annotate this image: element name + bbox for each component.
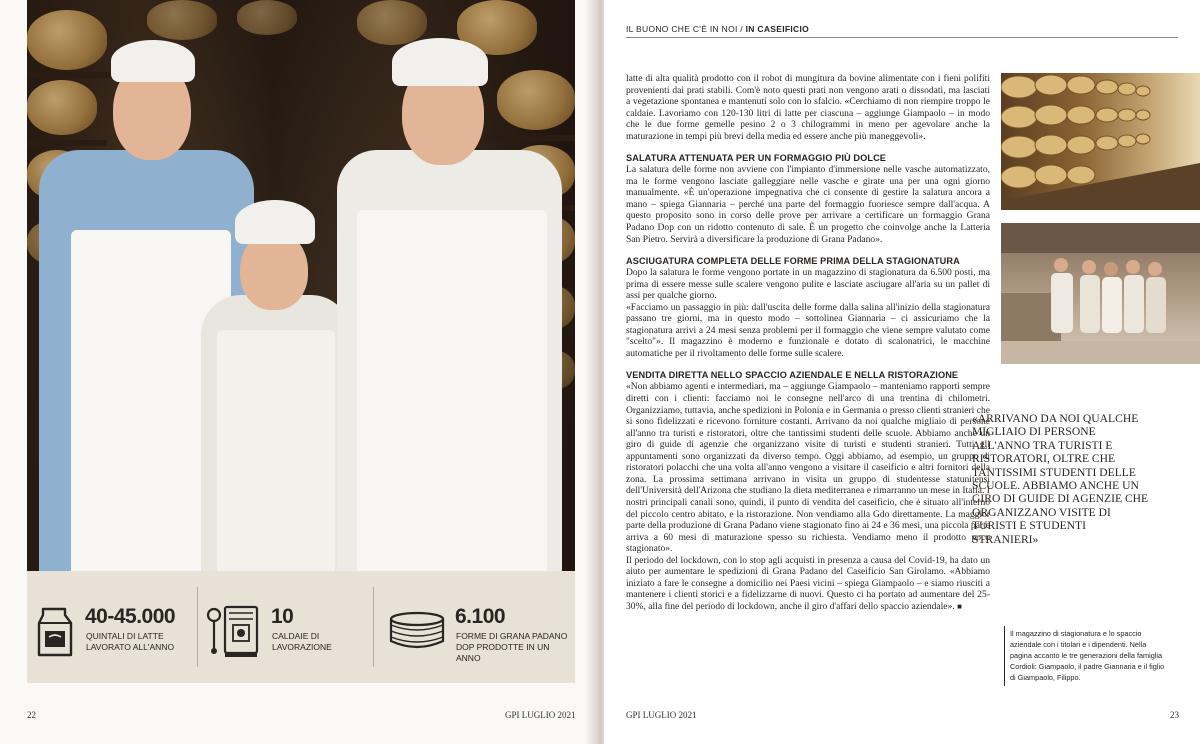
aging-room-illustration: [1001, 73, 1200, 210]
publication-folio: GPI LUGLIO 2021: [505, 710, 576, 720]
caption-rule: [1004, 626, 1005, 686]
right-page: [604, 0, 1200, 744]
subheading: VENDITA DIRETTA NELLO SPACCIO AZIENDALE E NELLA RISTORAZIONE: [626, 370, 959, 381]
article-body: [626, 73, 990, 612]
publication-folio: GPI LUGLIO 2021: [626, 710, 697, 720]
stat-label: QUINTALI DI LATTE LAVORATO ALL'ANNO: [86, 631, 175, 652]
paragraph: «Facciamo un passaggio in più: dall'uscita delle forme dalla salina all'inizio della stagionatura passano tre giorni, ma in questo modo – sottolinea Giannaria – ci assicuriamo che la stagionatura arrivi a 24 mesi senza problemi per il formaggio che viene sempre valutato come "scelto"». Il magazzino è moderno e funzionale e dotato di scalonatrici, le macchine automatiche per il rivoltamento delle forme sulle scalere.: [626, 301, 990, 359]
subheading: ASCIUGATURA COMPLETA DELLE FORME PRIMA DELLA STAGIONATURA: [626, 256, 960, 267]
subheading: SALATURA ATTENUATA PER UN FORMAGGIO PIÙ DOLCE: [626, 153, 887, 164]
stat-vats: [203, 571, 373, 683]
running-head: [626, 24, 809, 34]
shop-staff-photo: [1001, 223, 1200, 364]
left-page: [0, 0, 596, 744]
stat-wheels: [373, 571, 575, 683]
cheese-wheel-icon: [389, 611, 445, 649]
cheese-vat-icon: [205, 605, 261, 659]
stat-divider: [197, 587, 198, 667]
section-label: IL BUONO CHE C'È IN NOI /: [626, 24, 746, 34]
aging-room-photo: [1001, 73, 1200, 210]
subsection-label: IN CASEIFICIO: [745, 24, 810, 34]
stat-number: 6.100: [455, 605, 506, 628]
header-rule: [626, 37, 1178, 38]
stat-number: 40-45.000: [85, 605, 176, 628]
milk-carton-icon: [37, 607, 73, 657]
paragraph: [626, 555, 990, 613]
stat-milk: [27, 571, 203, 683]
shop-staff-illustration: [1001, 223, 1200, 364]
family-photo: [27, 0, 575, 571]
page-number: 22: [27, 710, 36, 720]
stat-label: CALDAIE DI LAVORAZIONE: [272, 631, 332, 652]
paragraph: Dopo la salatura le forme vengono portate in un magazzino di stagionatura da 6.500 posti, ma prima di essere messe sulle scalere vengono pulite e lasciate asciugare all'aria su un pallet di assi per qualche giorno.: [626, 267, 990, 302]
photo-caption: Il magazzino di stagionatura e lo spaccio aziendale con i titolari e i dipendenti. Nella pagina accanto le tre generazioni della famiglia Cordioli: Giampaolo, il padre Giannaria e il figlio di Giampaolo, Filippo.: [1010, 629, 1165, 682]
stat-number: 10: [271, 605, 294, 628]
stat-label: FORME DI GRANA PADANO DOP PRODOTTE IN UN ANNO: [456, 631, 568, 663]
stats-band: [27, 571, 575, 683]
page-number: 23: [1170, 710, 1179, 720]
paragraph: «Non abbiamo agenti e intermediari, ma – aggiunge Giampaolo – manteniamo rapporti sempre diretti con i clienti: facciamo noi le consegne nell'arco di una trentina di chilometri. Organizziamo, tuttavia, anche spedizioni in Polonia e in Germania o presso clienti stranieri che si sono fidelizzati e ricevono forniture costanti. Arrivano da noi qualche migliaio di persone all'anno tra turisti e ristoratori, oltre che tantissimi studenti delle scuole. Abbiamo anche un giro di guide di agenzie che organizzano visite di turisti e studenti stranieri. Tutti gli appuntamenti sono organizzati da diverso tempo. Oggi abbiamo, ad esempio, un gruppo di ristoratori polacchi che una volta all'anno vengono a visitare il caseificio e altri fornitori della zona. La prossima settimana arrivano in visita un gruppo di studentesse statunitensi dell'Università dell'Arizona che studiano la dieta mediterranea e rimarranno un mese in Italia. I nostri principali canali sono, quindi, il punto di vendita del caseificio, che è situato all'interno del piccolo centro abitato, e la ristorazione. Non vendiamo alla Gdo direttamente. La maggior parte della produzione di Grana Padano viene stagionato fino ai 24 e 36 mesi, una piccola parte arriva a 60 mesi di maturazione spesso su richiesta. Vendiamo meno il prodotto poco stagionato».: [626, 381, 990, 555]
paragraph: latte di alta qualità prodotto con il robot di mungitura da bovine alimentate con i fieni polifiti provenienti dai prati stabili. Com'è noto questi prati non vengono arati o dissodati, ma lasciati a vegetazione spontanea e mantenuti solo con lo sfalcio. «Cerchiamo di non riempire troppo le caldaie. Lavoriamo con 120-130 litri di latte per ciascuna – aggiunge Giampaolo – in modo che le due forme gemelle pesino 2 o 3 chilogrammi in meno per agevolare anche la maturazione in tempi più brevi della media ed essere anche più maneggevoli».: [626, 73, 990, 142]
paragraph: La salatura delle forme non avviene con l'impianto d'immersione nelle vasche automatizzato, ma le forme vengono lasciate galleggiare nelle vasche e girate una per una ogni giorno manualmente. «È un'operazione impegnativa che ci consente di gestire la salatura ancora a mano – spiega Giannaria – perché una parte del formaggio fuoriesce sempre dall'acqua. A questo proposito sono in corso delle prove per arrivare a certificare un formaggio Grana Padano Dop con un ridotto contenuto di sale. È un progetto che coinvolge anche la Latteria San Pietro. Servirà a diversificare la produzione di Grana Padano».: [626, 164, 990, 245]
end-mark: ■: [957, 601, 962, 611]
pull-quote: «ARRIVANO DA NOI QUALCHE MIGLIAIO DI PERSONE ALL'ANNO TRA TURISTI E RISTORATORI, OLTRE CHE TANTISSIMI STUDENTI DELLE SCUOLE. ABBIAMO ANCHE UN GIRO DI GUIDE DI AGENZIE CHE ORGANIZZANO VISITE DI TURISTI E STUDENTI STRANIERI»: [972, 412, 1149, 546]
paragraph-text: Il periodo del lockdown, con lo stop agli acquisti in presenza a causa del Covid-19, ha dato un aiuto per aumentare le spedizioni di Grana Padano del Caseificio San Girolamo. «Abbiamo iniziato a fare le consegne a domicilio nei Paesi vicini – spiega Giampaolo – e siamo riusciti a mantenere i clienti storici e a fidelizzarne di nuovi. Questo ci ha portato ad aumentare del 25-30%, alla fine del periodo di lockdown, anche il giro d'affari dello spaccio aziendale».: [626, 554, 990, 612]
